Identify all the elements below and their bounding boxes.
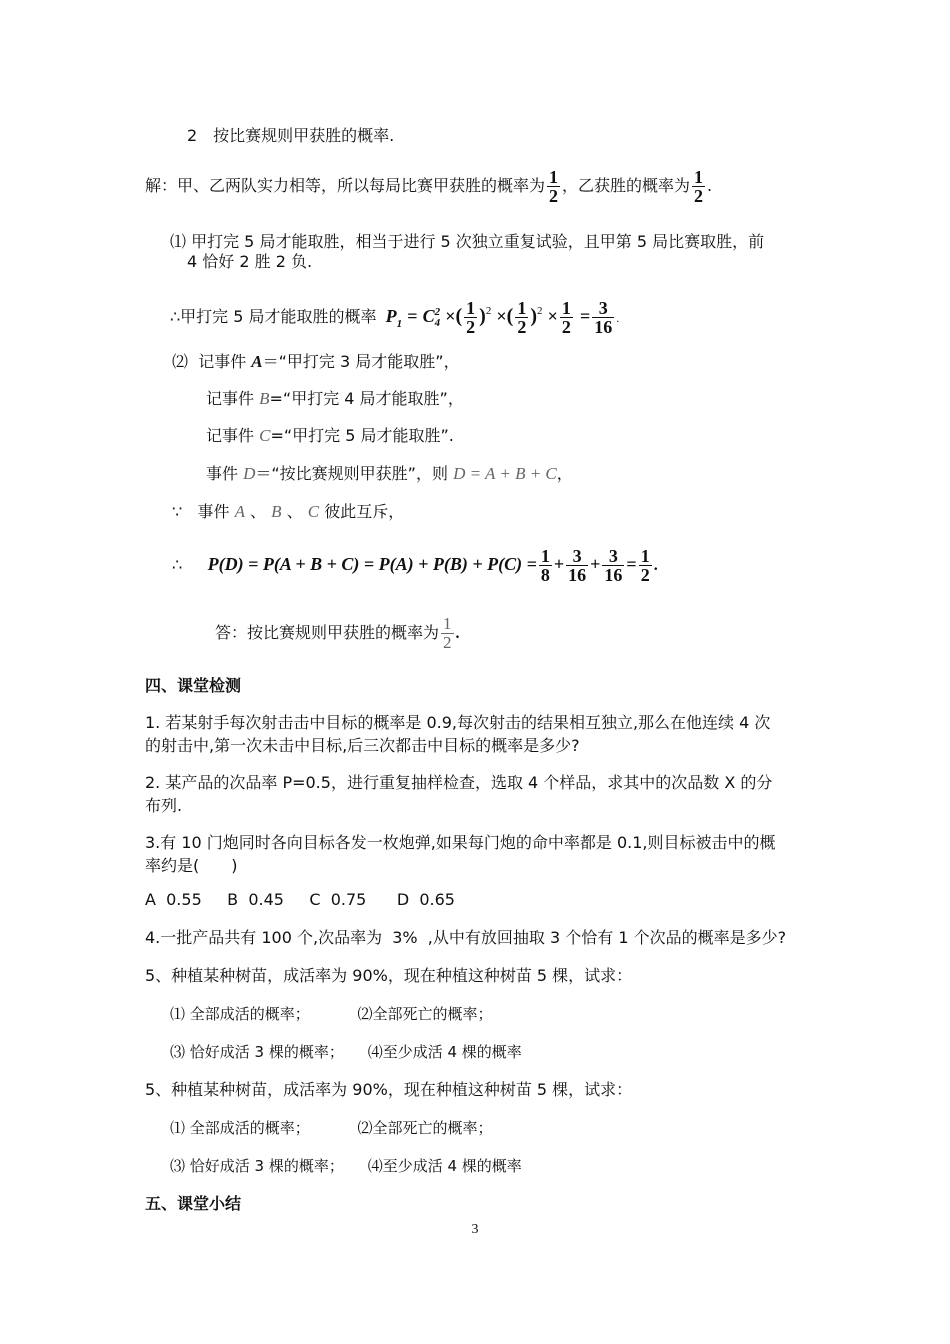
frac-1-8: $\frac{1}{8}$ [540, 546, 550, 585]
event-a-line: ⑵ 记事件 A＝“甲打完 3 局才能取胜”， [172, 352, 460, 371]
half-frac-b: $\frac{1}{2}$ [517, 298, 527, 337]
d-formula: D = A + B + C [453, 464, 557, 483]
frac-3-16-b: $\frac{3}{16}$ [604, 546, 623, 585]
page-number: 3 [471, 1222, 479, 1237]
var-c: C [259, 426, 271, 445]
times-2: × [496, 306, 507, 326]
pd-expression: P(D) = P(A + B + C) = P(A) + P(B) + P(C) = [207, 554, 537, 574]
therefore-line: ∴ P(D) = P(A + B + C) = P(A) + P(B) + P(C) = $\frac{1}{8}$ + $\frac{3}{16}$ + $\frac{3}{16}$ = $\frac{1}{2}$ . [172, 546, 658, 585]
q1-line2: 的射击中,第一次未击中目标,后三次都击中目标的概率是多少? [145, 736, 580, 755]
var-b: B [259, 389, 270, 408]
q5b-sub2: ⑶ 恰好成活 3 棵的概率； ⑷至少成活 4 棵的概率 [170, 1157, 522, 1175]
p1-symbol: $P_1$ [385, 306, 403, 330]
q4-line: 4.一批产品共有 100 个,次品率为 3% ,从中有放回抽取 3 个恰有 1 个次品的概率是多少? [145, 928, 787, 947]
times-3: × [547, 306, 558, 326]
q2-line1: 2. 某产品的次品率 P=0.5，进行重复抽样检查，选取 4 个样品，求其中的次品数 X 的分 [145, 773, 773, 792]
event-c-line: 记事件 C=“甲打完 5 局才能取胜”. [206, 426, 454, 445]
combination: C 2 4 [422, 305, 441, 329]
q3-options: A 0.55 B 0.45 C 0.75 D 0.65 [145, 890, 455, 909]
q5b-sub1: ⑴ 全部成活的概率； ⑵全部死亡的概率； [170, 1119, 493, 1137]
q2-line2: 布列. [145, 796, 183, 815]
solution-line [145, 163, 712, 209]
formula-prefix: ∴甲打完 5 局才能取胜的概率 [170, 307, 377, 326]
part2-label: ⑵ [172, 352, 189, 371]
therefore-symbol: ∴ [172, 555, 183, 574]
result-fraction: $\frac{3}{16}$ [594, 298, 613, 337]
frac-1-2: $\frac{1}{2}$ [640, 546, 650, 585]
var-a: A [251, 352, 263, 371]
q3-line2: 率约是( ) [145, 856, 238, 875]
because-line: ∵ 事件 A 、 B 、 C 彼此互斥， [172, 502, 405, 521]
eq-sign-2: = [579, 306, 591, 326]
intro-line: 2 按比赛规则甲获胜的概率. [187, 126, 395, 145]
q5a-sub1: ⑴ 全部成活的概率； ⑵全部死亡的概率； [170, 1005, 493, 1023]
eq-sign: = [407, 306, 418, 326]
solution-mid: ，乙获胜的概率为 [562, 176, 691, 195]
half-frac-c: $\frac{1}{2}$ [561, 298, 571, 337]
q3-line1: 3.有 10 门炮同时各向目标各发一枚炮弹,如果每门炮的命中率都是 0.1,则目标被击中的概 [145, 833, 776, 852]
section4-title: 四、课堂检测 [145, 676, 242, 695]
answer-fraction: $\frac{1}{2}$ [443, 614, 452, 652]
part1-line1: ⑴ 甲打完 5 局才能取胜，相当于进行 5 次独立重复试验，且甲第 5 局比赛取胜，前 [170, 232, 765, 251]
half-fraction-2: $\frac{1}{2}$ [694, 167, 704, 206]
because-symbol: ∵ [172, 502, 183, 521]
frac-3-16-a: $\frac{3}{16}$ [568, 546, 587, 585]
var-d: D [243, 464, 256, 483]
section5-title: 五、课堂小结 [145, 1194, 242, 1213]
part1-line2: 4 恰好 2 胜 2 负. [187, 252, 313, 271]
solution-lead: 解：甲、乙两队实力相等，所以每局比赛甲获胜的概率为 [145, 176, 546, 195]
times-1: × [445, 306, 456, 326]
q5b-line: 5、种植某种树苗，成活率为 90%，现在种植这种树苗 5 棵，试求： [145, 1080, 633, 1099]
q5a-line: 5、种植某种树苗，成活率为 90%，现在种植这种树苗 5 棵，试求： [145, 966, 633, 985]
half-frac-a: $\frac{1}{2}$ [466, 298, 476, 337]
answer-line: 答：按比赛规则甲获胜的概率为 $\frac{1}{2}$ . [215, 614, 460, 652]
half-fraction: $\frac{1}{2}$ [549, 167, 559, 206]
solution-end: . [707, 176, 713, 195]
event-d-line: 事件 D＝“按比赛规则甲获胜”，则 D = A + B + C， [206, 464, 573, 483]
q1-line1: 1. 若某射手每次射击击中目标的概率是 0.9,每次射击的结果相互独立,那么在他连续 4 次 [145, 713, 771, 732]
event-b-line: 记事件 B=“甲打完 4 局才能取胜”， [206, 389, 464, 408]
part1-formula: ∴甲打完 5 局才能取胜的概率 $P_1 = C$ 2 4 ×( $\frac{1}{2}$ )$^2$ ×( $\frac{1}{2}$ )$^2$ × $\frac{1}{2}$ = $\frac{3}{16}$ . [170, 298, 620, 337]
q5a-sub2: ⑶ 恰好成活 3 棵的概率； ⑷至少成活 4 棵的概率 [170, 1043, 522, 1061]
